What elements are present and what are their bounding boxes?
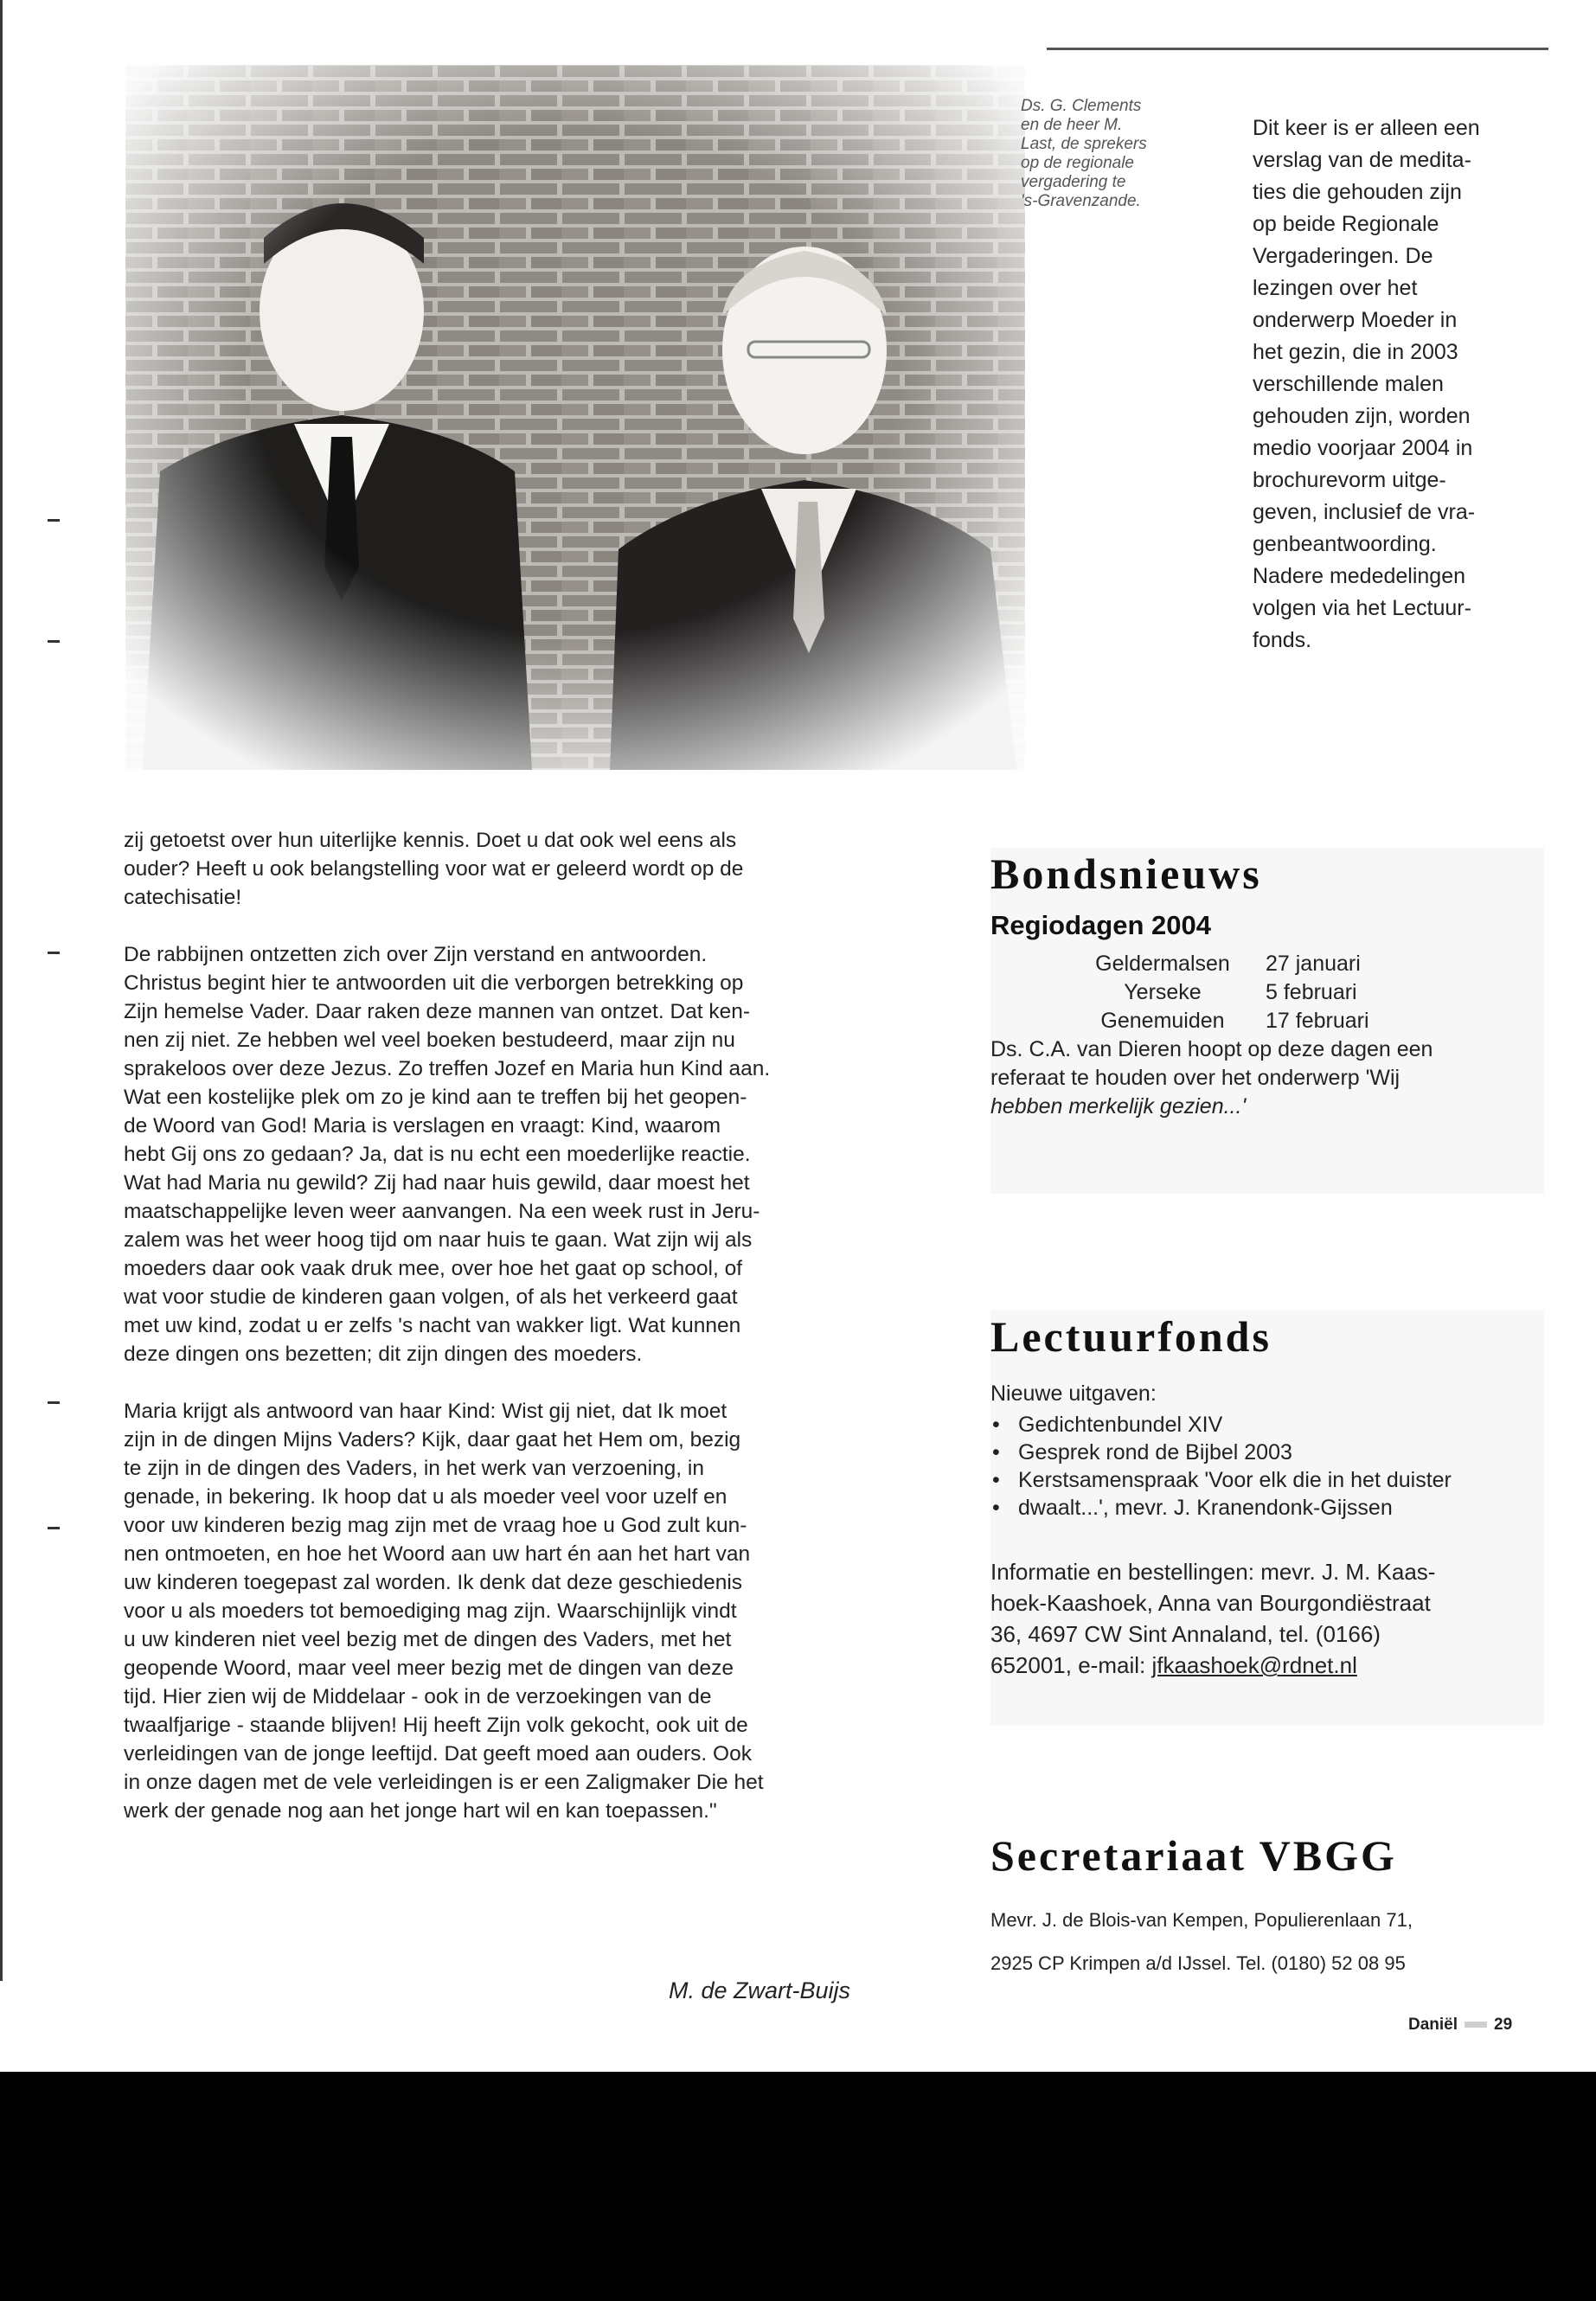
top-rule — [1047, 48, 1548, 50]
article-line: Wat een kostelijke plek om zo je kind aan te treffen bij het geopen- — [124, 1086, 747, 1109]
intro-line: Nadere mededelingen — [1253, 564, 1466, 588]
article-line: in onze dagen met de vele verleidingen is er een Zaligmaker Die het — [124, 1771, 764, 1794]
regiodagen-subheading: Regiodagen 2004 — [990, 910, 1211, 940]
article-line: met uw kind, zodat u er zelfs 's nacht van wakker ligt. Wat kunnen — [124, 1314, 741, 1337]
lectuurfonds-list — [990, 1380, 1544, 1522]
table-row — [1060, 1007, 1369, 1035]
article-line: genade, in bekering. Ik hoop dat u als moeder veel voor uzelf en — [124, 1485, 727, 1509]
intro-line: medio voorjaar 2004 in — [1253, 436, 1473, 460]
article-line: zalem was het weer hoog tijd om naar huis te gaan. Wat zijn wij als — [124, 1228, 753, 1252]
article-line: Maria krijgt als antwoord van haar Kind: Wist gij niet, dat Ik moet — [124, 1400, 727, 1423]
article-line: geopende Woord, maar veel meer bezig met de dingen van deze — [124, 1657, 734, 1680]
article-line: Christus begint hier te antwoorden uit die verborgen betrekking op — [124, 971, 744, 995]
region-date: 17 februari — [1266, 1009, 1369, 1033]
page-footer — [1408, 2016, 1512, 2035]
article-line: te zijn in de dingen des Vaders, in het werk van verzoening, in — [124, 1457, 704, 1480]
table-row — [1060, 950, 1369, 978]
caption-line: vergadering te — [1021, 173, 1126, 191]
article-line: zijn in de dingen Mijns Vaders? Kijk, daar gaat het Hem om, bezig — [124, 1428, 741, 1452]
bondsnieuws-line: Ds. C.A. van Dieren hoopt op deze dagen een — [990, 1037, 1433, 1061]
article-line: u uw kinderen niet veel bezig met de dingen des Vaders, met het — [124, 1628, 732, 1651]
article-line: hebt Gij ons zo gedaan? Ja, dat is nu echt een moederlijke reactie. — [124, 1143, 751, 1166]
order-info-line: 36, 4697 CW Sint Annaland, tel. (0166) — [990, 1621, 1381, 1647]
intro-line: op beide Regionale — [1253, 212, 1439, 236]
secretariaat-heading: Secretariaat VBGG — [990, 1831, 1397, 1880]
list-item: • Kerstsamenspraak 'Voor elk die in het duister — [990, 1466, 1544, 1494]
article-paragraph — [124, 940, 885, 1368]
caption-line: Last, de sprekers — [1021, 135, 1147, 153]
secretariaat-address — [990, 1899, 1544, 1985]
list-item-continued: • dwaalt...', mevr. J. Kranendonk-Gijssen — [990, 1494, 1544, 1522]
article-line: tijd. Hier zien wij de Middelaar - ook in de verzoekingen van de — [124, 1685, 712, 1708]
intro-line: het gezin, die in 2003 — [1253, 340, 1458, 364]
secretariaat-section — [990, 1830, 1544, 1985]
intro-line: volgen via het Lectuur- — [1253, 596, 1471, 620]
bondsnieuws-section — [990, 848, 1544, 1194]
article-line: Zijn hemelse Vader. Daar raken deze mannen van ontzet. Dat ken- — [124, 1000, 751, 1023]
article-line: voor uw kinderen bezig mag zijn met de vraag hoe u God zult kun- — [124, 1514, 747, 1537]
left-edge-rule — [0, 0, 3, 1981]
intro-line: brochurevorm uitge- — [1253, 468, 1446, 492]
email-link[interactable]: jfkaashoek@rdnet.nl — [1151, 1652, 1357, 1678]
order-info-line: Informatie en bestellingen: mevr. J. M. Kaas- — [990, 1559, 1436, 1585]
article-line: deze dingen ons bezetten; dit zijn dingen des moeders. — [124, 1343, 643, 1366]
region-place: Yerseke — [1124, 980, 1202, 1004]
margin-tick — [48, 640, 60, 643]
article-line: De rabbijnen ontzetten zich over Zijn verstand en antwoorden. — [124, 943, 708, 966]
intro-line: Vergaderingen. De — [1253, 244, 1433, 268]
article-line: nen ontmoeten, en hoe het Woord aan uw hart én aan het hart van — [124, 1542, 751, 1566]
speakers-photo — [125, 65, 1025, 770]
article-paragraph — [124, 1397, 885, 1825]
margin-tick — [48, 1527, 60, 1529]
caption-line: en de heer M. — [1021, 116, 1123, 134]
intro-line: Dit keer is er alleen een — [1253, 116, 1480, 140]
article-line: moeders daar ook vaak druk mee, over hoe het gaat op school, of — [124, 1257, 743, 1280]
lectuurfonds-heading: Lectuurfonds — [990, 1312, 1272, 1361]
intro-line: ties die gehouden zijn — [1253, 180, 1462, 204]
article-line: twaalfjarige - staande blijven! Hij heeft Zijn volk gekocht, ook uit de — [124, 1714, 748, 1737]
order-info — [990, 1556, 1544, 1681]
article-line: werk der genade nog aan het jonge hart wil en kan toepassen." — [124, 1799, 717, 1823]
address-line: Mevr. J. de Blois-van Kempen, Populierenlaan 71, — [990, 1909, 1413, 1931]
list-item: • Gedichtenbundel XIV — [990, 1411, 1544, 1439]
article-line: sprakeloos over deze Jezus. Zo treffen Jozef en Maria hun Kind aan. — [124, 1057, 771, 1080]
intro-line: genbeantwoording. — [1253, 532, 1437, 556]
caption-line: op de regionale — [1021, 154, 1134, 172]
page-number: 29 — [1494, 2016, 1513, 2034]
caption-line: Ds. G. Clements — [1021, 97, 1142, 115]
margin-tick — [48, 519, 60, 522]
margin-tick — [48, 952, 60, 954]
article-line: uw kinderen toegepast zal worden. Ik denk dat deze geschiedenis — [124, 1571, 743, 1594]
order-info-line: hoek-Kaashoek, Anna van Bourgondiëstraat — [990, 1590, 1431, 1616]
order-info-text: 652001, e-mail: — [990, 1652, 1152, 1678]
caption-line: 's-Gravenzande. — [1021, 192, 1141, 210]
article-line: catechisatie! — [124, 886, 242, 909]
article-line: nen zij niet. Ze hebben wel veel boeken bestudeerd, maar zijn nu — [124, 1029, 735, 1052]
region-date: 5 februari — [1266, 980, 1357, 1004]
article-line: voor u als moeders tot bemoediging mag zijn. Waarschijnlijk vindt — [124, 1599, 737, 1623]
list-item: • Gesprek rond de Bijbel 2003 — [990, 1439, 1544, 1466]
article-line: Wat had Maria nu gewild? Zij had naar huis gewild, daar moest het — [124, 1171, 750, 1195]
meditation-article — [124, 826, 885, 2003]
article-line: de Woord van God! Maria is verslagen en vraagt: Kind, waarom — [124, 1114, 721, 1138]
bondsnieuws-heading: Bondsnieuws — [990, 849, 1262, 898]
bondsnieuws-text — [990, 1035, 1544, 1121]
intro-line: gehouden zijn, worden — [1253, 404, 1471, 428]
table-row — [1060, 978, 1369, 1007]
intro-line: onderwerp Moeder in — [1253, 308, 1458, 332]
lectuurfonds-section — [990, 1311, 1544, 1726]
article-line: ouder? Heeft u ook belangstelling voor wat er geleerd wordt op de — [124, 857, 744, 881]
footer-divider — [1465, 2022, 1487, 2028]
intro-line: fonds. — [1253, 628, 1312, 652]
region-place: Genemuiden — [1100, 1009, 1225, 1033]
order-info-line — [990, 1650, 1544, 1681]
region-place: Geldermalsen — [1095, 952, 1230, 976]
scan-black-band — [0, 2072, 1596, 2301]
photo-caption — [1021, 97, 1215, 211]
region-date: 27 januari — [1266, 952, 1361, 976]
regiodagen-table — [1060, 950, 1369, 1035]
intro-line: verslag van de medita- — [1253, 148, 1471, 172]
article-line: zij getoetst over hun uiterlijke kennis. Doet u dat ook wel eens als — [124, 829, 737, 852]
article-line: wat voor studie de kinderen gaan volgen, of als het verkeerd gaat — [124, 1285, 738, 1309]
address-line: 2925 CP Krimpen a/d IJssel. Tel. (0180) 52 08 95 — [990, 1952, 1406, 1974]
margin-tick — [48, 1401, 60, 1404]
intro-line: verschillende malen — [1253, 372, 1444, 396]
author-signature: M. de Zwart-Buijs — [669, 1977, 851, 2003]
magazine-name: Daniël — [1408, 2016, 1458, 2034]
article-line: maatschappelijke leven weer aanvangen. Na een week rust in Jeru- — [124, 1200, 760, 1223]
intro-line: lezingen over het — [1253, 276, 1418, 300]
article-line: verleidingen van de jonge leeftijd. Dat geeft moed aan ouders. Ook — [124, 1742, 752, 1766]
intro-text — [1253, 112, 1538, 657]
bondsnieuws-line: referaat te houden over het onderwerp 'Wij — [990, 1066, 1401, 1090]
lectuurfonds-intro: Nieuwe uitgaven: — [990, 1381, 1157, 1406]
article-paragraph — [124, 826, 885, 912]
bondsnieuws-line: hebben merkelijk gezien...' — [990, 1094, 1247, 1118]
speakers-photo-drawing — [125, 65, 1025, 770]
intro-line: geven, inclusief de vra- — [1253, 500, 1476, 524]
